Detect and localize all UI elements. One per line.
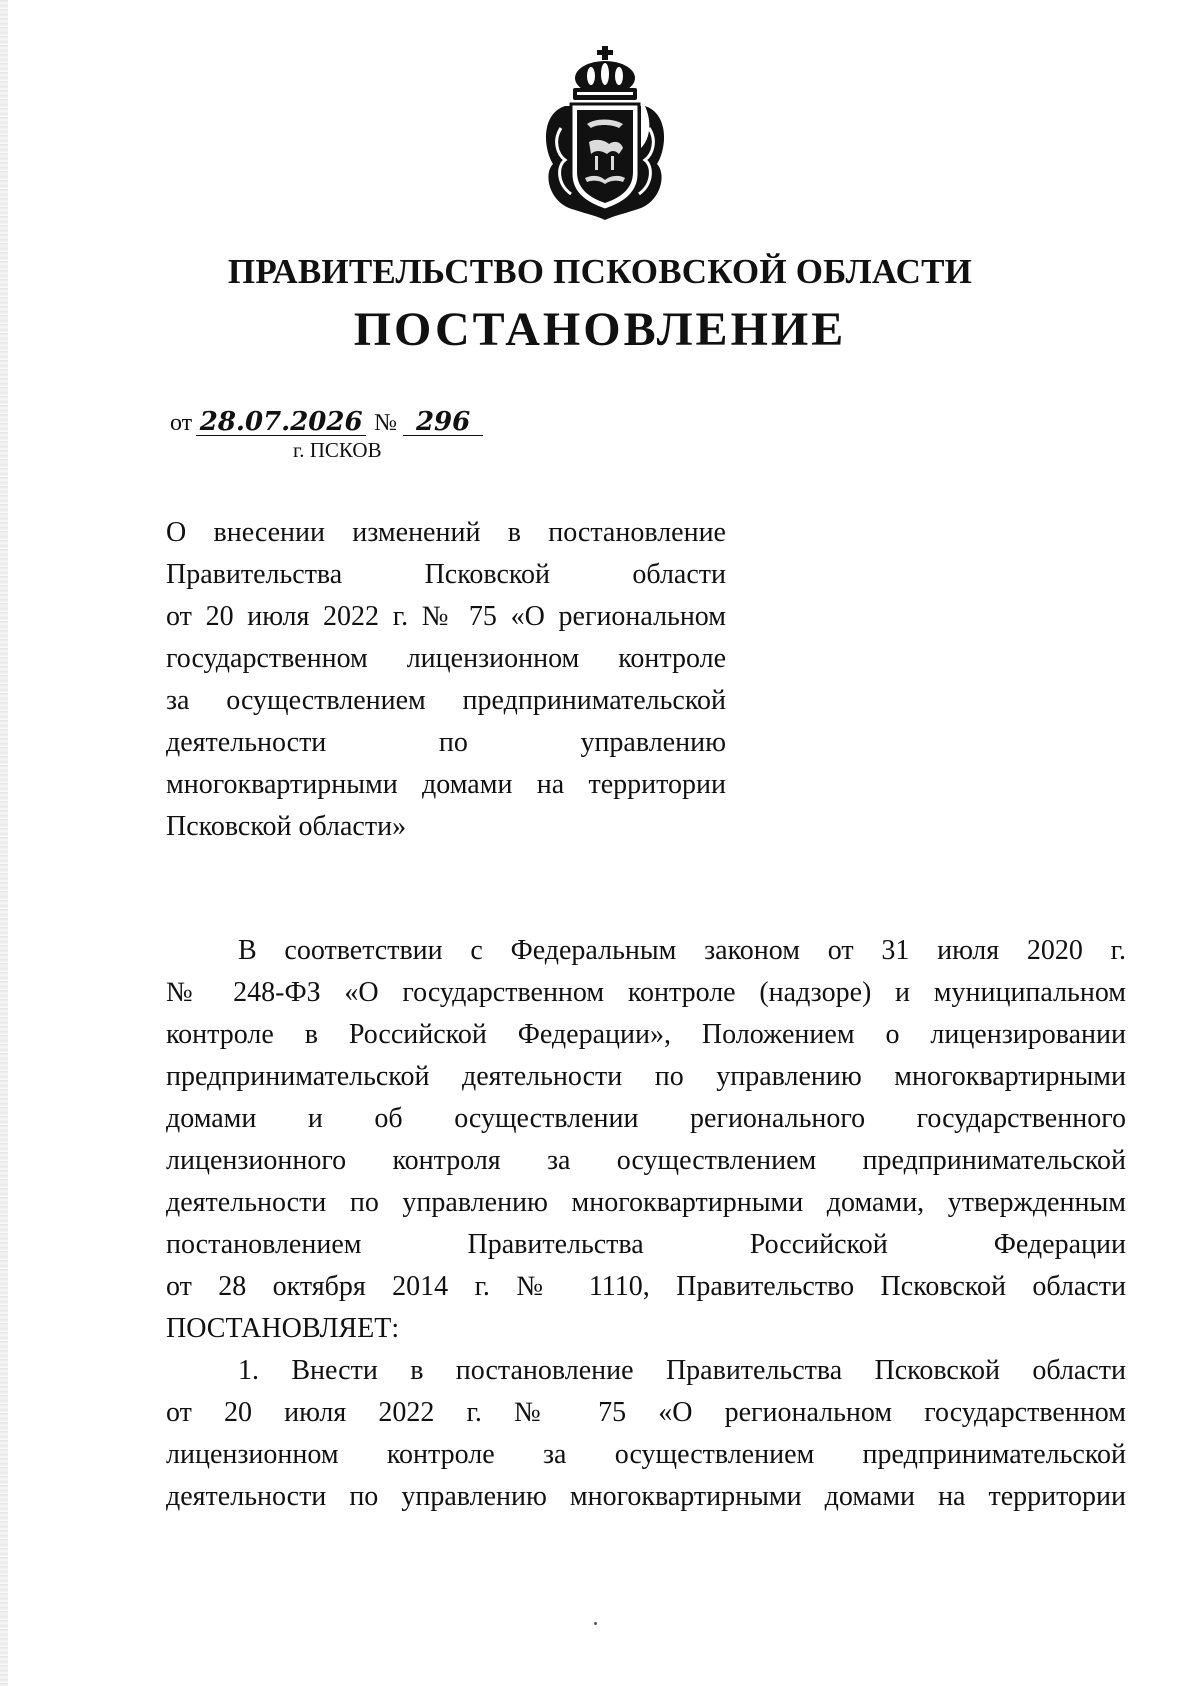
subject-line: Правительства Псковской области (166, 559, 726, 590)
date-prefix: от (170, 410, 193, 436)
body-line: ПОСТАНОВЛЯЕТ: (166, 1313, 400, 1344)
document-number: 296 (403, 410, 483, 436)
body-line: лицензионного контроля за осуществлением предпринимательской (166, 1145, 1126, 1176)
subject-line: многоквартирными домами на территории (166, 769, 726, 800)
body-line: деятельности по управлению многоквартирными домами, утвержденным (166, 1187, 1126, 1218)
scan-dot (594, 1622, 597, 1625)
document-body (166, 930, 1126, 1518)
city-label: г. ПСКОВ (293, 438, 382, 462)
body-line: домами и об осуществлении регионального государственного (166, 1103, 1126, 1134)
subject-line: Псковской области» (166, 811, 407, 842)
document-date: 28.07.2026 (196, 410, 366, 436)
subject-line: деятельности по управлению (166, 727, 726, 758)
body-line: постановлением Правительства Российской Федерации (166, 1229, 1126, 1260)
document-type: ПОСТАНОВЛЕНИЕ (353, 303, 847, 356)
body-line: от 28 октября 2014 г. № 1110, Правительство Псковской области (166, 1271, 1126, 1302)
organization-title: ПРАВИТЕЛЬСТВО ПСКОВСКОЙ ОБЛАСТИ (227, 252, 973, 291)
body-line: 1. Внести в постановление Правительства Псковской области (238, 1355, 1126, 1386)
subject-line: О внесении изменений в постановление (166, 517, 726, 548)
coat-of-arms-icon (535, 44, 675, 224)
body-line: В соответствии с Федеральным законом от 31 июля 2020 г. (238, 935, 1126, 966)
body-line: № 248-ФЗ «О государственном контроле (надзоре) и муниципальном (166, 977, 1126, 1008)
body-line: деятельности по управлению многоквартирными домами на территории (166, 1481, 1126, 1512)
subject-line: от 20 июля 2022 г. № 75 «О региональном (166, 601, 726, 632)
subject-line: за осуществлением предпринимательской (166, 685, 726, 716)
body-line: предпринимательской деятельности по управлению многоквартирными (166, 1061, 1126, 1092)
document-subject (166, 512, 726, 848)
body-line: лицензионном контроле за осуществлением предпринимательской (166, 1439, 1126, 1470)
body-line: контроле в Российской Федерации», Положением о лицензировании (166, 1019, 1126, 1050)
number-prefix: № (374, 410, 398, 436)
body-line: от 20 июля 2022 г. № 75 «О региональном государственном (166, 1397, 1126, 1428)
date-number-line (170, 407, 483, 437)
subject-line: государственном лицензионном контроле (166, 643, 726, 674)
